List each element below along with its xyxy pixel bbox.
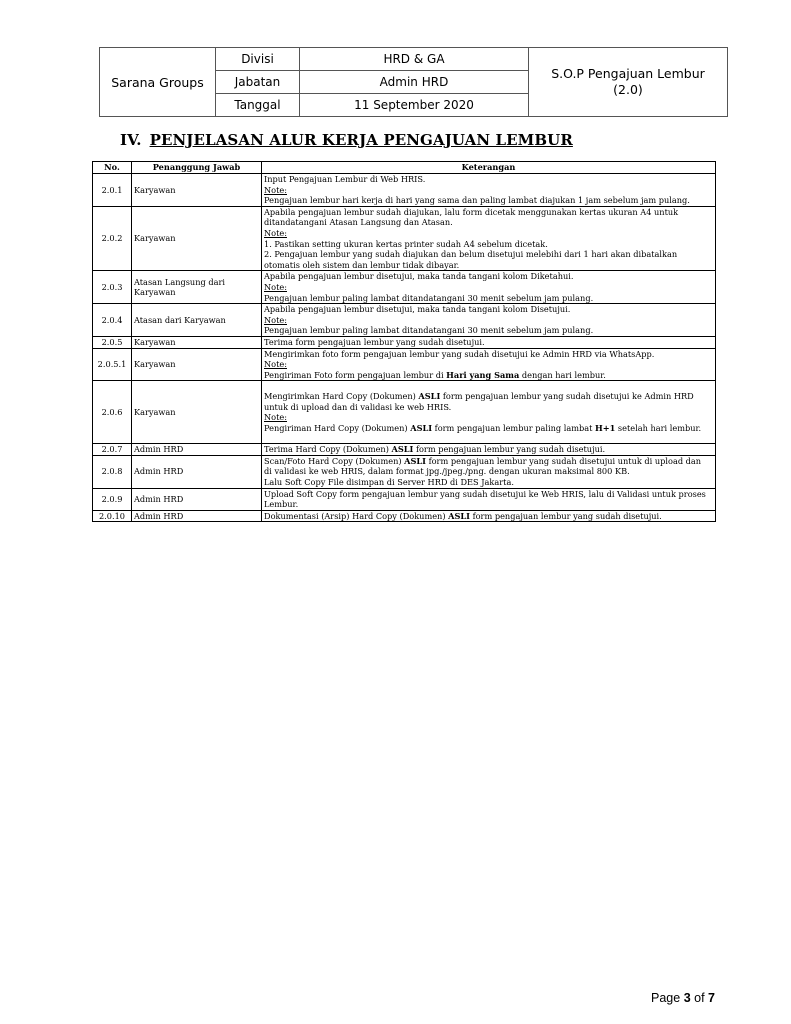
table-row <box>93 304 716 337</box>
header-value-jabatan: Admin HRD <box>300 71 529 94</box>
section-number: IV. <box>120 131 142 149</box>
description-line: Lembur. <box>264 499 299 510</box>
row-number: 2.0.10 <box>93 510 132 522</box>
row-description <box>262 271 716 304</box>
description-line <box>264 511 713 522</box>
row-responsible: Admin HRD <box>132 510 262 522</box>
row-number: 2.0.8 <box>93 455 132 488</box>
row-responsible: Karyawan <box>132 174 262 207</box>
note-label: Note: <box>264 281 287 292</box>
note-label: Note: <box>264 227 287 238</box>
description-line: untuk di upload dan di validasi ke web HRIS. <box>264 401 452 412</box>
section-heading <box>120 131 573 149</box>
row-responsible: Karyawan <box>132 206 262 271</box>
row-number: 2.0.4 <box>93 304 132 337</box>
sop-title-line2: (2.0) <box>613 82 643 97</box>
column-header-no: No. <box>93 162 132 174</box>
description-line <box>264 391 713 402</box>
row-number: 2.0.5.1 <box>93 348 132 381</box>
description-line: Input Pengajuan Lembur di Web HRIS. <box>264 174 426 184</box>
row-description <box>262 174 716 207</box>
row-responsible: Admin HRD <box>132 488 262 510</box>
text-run-bold: ASLI <box>418 391 441 402</box>
table-row <box>93 488 716 510</box>
section-title: PENJELASAN ALUR KERJA PENGAJUAN LEMBUR <box>149 131 573 149</box>
table-row <box>93 444 716 456</box>
row-description <box>262 206 716 271</box>
sop-title-line1: S.O.P Pengajuan Lembur <box>551 66 705 81</box>
row-description <box>262 348 716 381</box>
description-line <box>264 423 713 434</box>
text-run-bold: ASLI <box>410 422 433 433</box>
table-row <box>93 381 716 444</box>
text-run: Mengirimkan Hard Copy (Dokumen) <box>264 391 419 402</box>
row-responsible: Atasan dari Karyawan <box>132 304 262 337</box>
text-run: form pengajuan lembur yang sudah disetujui ke Admin HRD <box>440 391 694 402</box>
description-line: otomatis oleh sistem dan lembur tidak dibayar. <box>264 259 460 270</box>
text-run-bold: ASLI <box>448 510 470 521</box>
table-row <box>93 174 716 207</box>
description-line: 2. Pengajuan lembur yang sudah diajukan dan belum disetujui melebihi dari 1 hari akan dibatalkan <box>264 249 678 260</box>
table-row <box>93 510 716 522</box>
page-number <box>651 991 715 1005</box>
text-run: Dokumentasi (Arsip) Hard Copy (Dokumen) <box>264 510 449 521</box>
header-value-divisi: HRD & GA <box>300 48 529 71</box>
row-responsible <box>132 271 262 304</box>
row-description <box>262 336 716 348</box>
text-run: form pengajuan lembur paling lambat <box>432 422 595 433</box>
description-line: Upload Soft Copy form pengajuan lembur yang sudah disetujui ke Web HRIS, lalu di Validasi untuk proses <box>264 488 706 499</box>
description-line <box>264 444 713 455</box>
description-line: Apabila pengajuan lembur sudah diajukan, lalu form dicetak menggunakan kertas ukuran A4 untuk <box>264 206 679 217</box>
text-run: form pengajuan lembur yang sudah disetujui. <box>413 444 606 455</box>
row-number: 2.0.6 <box>93 381 132 444</box>
note-label: Note: <box>264 184 287 195</box>
text-run-bold: H+1 <box>595 422 616 433</box>
description-line: Pengajuan lembur paling lambat ditandatangani 30 menit sebelum jam pulang. <box>264 325 594 336</box>
header-label-divisi: Divisi <box>216 48 300 71</box>
text-run-bold: ASLI <box>391 444 414 455</box>
text-run-bold: ASLI <box>404 455 426 466</box>
row-description <box>262 455 716 488</box>
row-responsible: Karyawan <box>132 381 262 444</box>
description-line: Apabila pengajuan lembur disetujui, maka tanda tangani kolom Disetujui. <box>264 304 571 315</box>
description-line <box>264 370 713 381</box>
header-value-tanggal: 11 September 2020 <box>300 94 529 117</box>
row-number: 2.0.2 <box>93 206 132 271</box>
company-name: Sarana Groups <box>100 48 216 117</box>
row-responsible: Admin HRD <box>132 455 262 488</box>
document-header-table <box>99 47 728 117</box>
description-line: Terima form pengajuan lembur yang sudah disetujui. <box>264 336 485 347</box>
row-number: 2.0.3 <box>93 271 132 304</box>
row-responsible: Admin HRD <box>132 444 262 456</box>
page-of: of <box>694 991 705 1005</box>
header-label-jabatan: Jabatan <box>216 71 300 94</box>
table-row <box>93 348 716 381</box>
row-responsible: Karyawan <box>132 348 262 381</box>
description-line <box>264 456 713 467</box>
table-header-row <box>93 162 716 174</box>
description-line: Pengajuan lembur paling lambat ditandatangani 30 menit sebelum jam pulang. <box>264 292 594 303</box>
row-description <box>262 304 716 337</box>
description-line: Lalu Soft Copy File disimpan di Server HRD di DES Jakarta. <box>264 477 514 488</box>
text-run: form pengajuan lembur yang sudah disetujui untuk di upload dan <box>426 455 702 466</box>
page-total: 7 <box>708 991 715 1005</box>
page-word: Page <box>651 991 681 1005</box>
description-line: di validasi ke web HRIS, dalam format jpg./jpeg./png. dengan ukuran maksimal 800 KB. <box>264 466 630 477</box>
column-header-keterangan: Keterangan <box>262 162 716 174</box>
procedure-table <box>92 161 716 522</box>
row-responsible: Karyawan <box>132 336 262 348</box>
row-description <box>262 444 716 456</box>
table-row <box>93 455 716 488</box>
page-current: 3 <box>683 991 691 1005</box>
text-run: dengan hari lembur. <box>519 369 606 380</box>
sop-title <box>529 48 728 117</box>
table-row <box>93 336 716 348</box>
note-label: Note: <box>264 314 287 325</box>
description-line: ditandatangani Atasan Langsung dan Atasan. <box>264 217 453 228</box>
column-header-penanggung-jawab: Penanggung Jawab <box>132 162 262 174</box>
description-line: 1. Pastikan setting ukuran kertas printer sudah A4 sebelum dicetak. <box>264 238 548 249</box>
description-line: Apabila pengajuan lembur disetujui, maka tanda tangani kolom Diketahui. <box>264 271 574 282</box>
table-row <box>93 271 716 304</box>
table-row <box>93 206 716 271</box>
text-run: form pengajuan lembur yang sudah disetujui. <box>470 510 662 521</box>
text-run: Pengiriman Hard Copy (Dokumen) <box>264 422 411 433</box>
note-label: Note: <box>264 359 287 370</box>
header-label-tanggal: Tanggal <box>216 94 300 117</box>
text-run: Scan/Foto Hard Copy (Dokumen) <box>264 455 405 466</box>
text-run: setelah hari lembur. <box>615 422 702 433</box>
row-number: 2.0.1 <box>93 174 132 207</box>
text-run-bold: Hari yang Sama <box>446 369 520 380</box>
row-description <box>262 381 716 444</box>
description-line: Mengirimkan foto form pengajuan lembur yang sudah disetujui ke Admin HRD via WhatsApp. <box>264 348 655 359</box>
text-run: Terima Hard Copy (Dokumen) <box>264 444 392 455</box>
note-label: Note: <box>264 412 287 423</box>
row-number: 2.0.7 <box>93 444 132 456</box>
row-description <box>262 510 716 522</box>
row-description <box>262 488 716 510</box>
row-number: 2.0.5 <box>93 336 132 348</box>
text-run: Pengiriman Foto form pengajuan lembur di <box>264 369 447 380</box>
row-number: 2.0.9 <box>93 488 132 510</box>
responsible-line: Karyawan <box>134 287 176 298</box>
description-line: Pengajuan lembur hari kerja di hari yang sama dan paling lambat diajukan 1 jam sebelum jam pulang. <box>264 195 690 206</box>
responsible-line: Atasan Langsung dari <box>134 276 225 287</box>
